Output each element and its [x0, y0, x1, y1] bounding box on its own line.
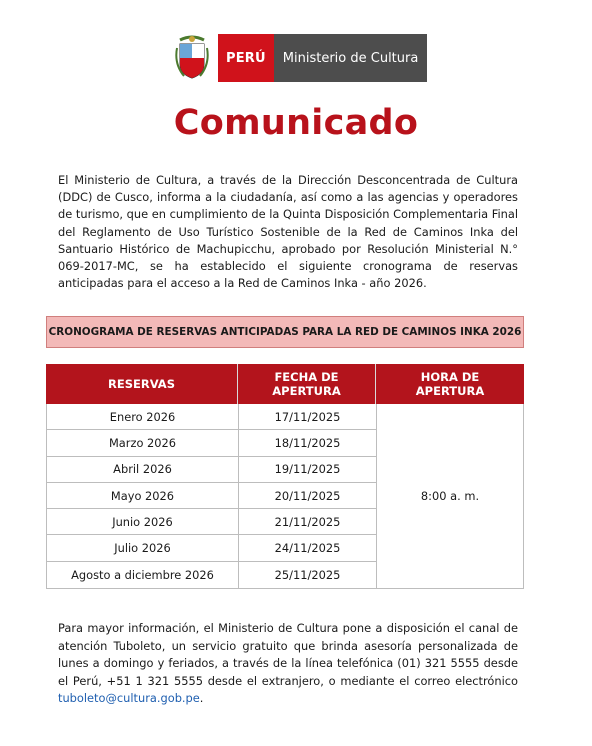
- table-body: [46, 404, 524, 589]
- table-rows: [47, 404, 377, 588]
- coat-of-arms-icon: [174, 34, 210, 82]
- reserva-cell: Junio 2026: [47, 509, 239, 534]
- reserva-cell: Mayo 2026: [47, 483, 239, 508]
- header-fecha: FECHA DE APERTURA: [238, 364, 376, 404]
- reserva-cell: Abril 2026: [47, 457, 239, 482]
- fecha-cell: 17/11/2025: [239, 404, 377, 429]
- fecha-cell: 21/11/2025: [239, 509, 377, 534]
- ministry-logo: [174, 34, 427, 82]
- header-reservas: RESERVAS: [46, 364, 238, 404]
- table-row: [47, 562, 377, 588]
- table-row: [47, 457, 377, 483]
- reserva-cell: Julio 2026: [47, 535, 239, 560]
- contact-end: .: [199, 691, 204, 705]
- reserva-cell: Agosto a diciembre 2026: [47, 562, 239, 588]
- fecha-cell: 25/11/2025: [239, 562, 377, 588]
- intro-paragraph: El Ministerio de Cultura, a través de la Dirección Desconcentrada de Cultura (DDC) de Cusco, informa a la ciudadanía, así como a las agencias y operadores de turismo, que en cumplimiento de la Quinta Disposición Complementaria Final del Reglamento de Uso Turístico Sostenible de la Red de Caminos Inka del Santuario Histórico de Machupicchu, aprobado por Resolución Ministerial N.° 069-2017-MC, se ha establecido el siguiente cronograma de reservas anticipadas para el acceso a la Red de Caminos Inka - año 2026.: [58, 173, 518, 291]
- reserva-cell: Enero 2026: [47, 404, 239, 429]
- ministry-label: Ministerio de Cultura: [274, 34, 428, 82]
- page-title: Comunicado: [173, 103, 419, 143]
- table-row: [47, 535, 377, 561]
- peru-label: PERÚ: [218, 34, 274, 82]
- fecha-cell: 20/11/2025: [239, 483, 377, 508]
- schedule-banner: CRONOGRAMA DE RESERVAS ANTICIPADAS PARA LA RED DE CAMINOS INKA 2026: [46, 316, 524, 348]
- table-header: [46, 364, 524, 404]
- contact-text: Para mayor información, el Ministerio de Cultura pone a disposición el canal de atención Tuboleto, un servicio gratuito que brinda asesoría personalizada de lunes a domingo y feriados, a través de la línea telefónica (01) 321 5555 desde el Perú, +51 1 321 5555 desde el extranjero, o mediante el correo electrónico: [58, 621, 518, 688]
- fecha-cell: 24/11/2025: [239, 535, 377, 560]
- fecha-cell: 19/11/2025: [239, 457, 377, 482]
- schedule-table: [46, 364, 524, 589]
- table-row: [47, 430, 377, 456]
- fecha-cell: 18/11/2025: [239, 430, 377, 455]
- email-link[interactable]: tuboleto@cultura.gob.pe: [58, 691, 200, 705]
- hora-cell: 8:00 a. m.: [420, 489, 480, 504]
- table-row: [47, 404, 377, 430]
- reserva-cell: Marzo 2026: [47, 430, 239, 455]
- header-hora: HORA DE APERTURA: [415, 370, 485, 398]
- table-row: [47, 483, 377, 509]
- table-row: [47, 509, 377, 535]
- contact-paragraph: [58, 620, 518, 708]
